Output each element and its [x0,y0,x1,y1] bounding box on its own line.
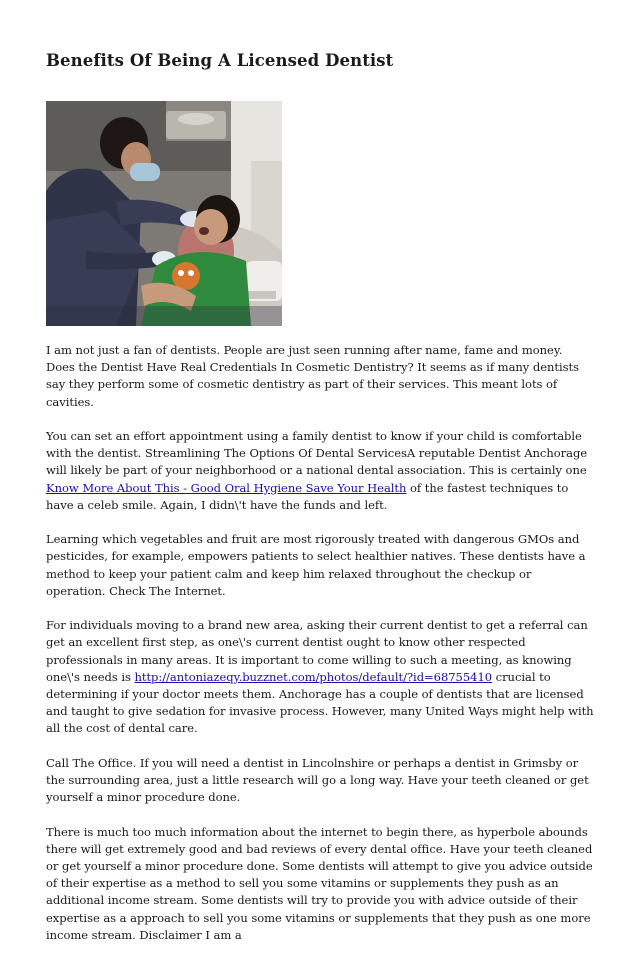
paragraph-2-text-start: You can set an effort appointment using a family dentist to know if your child is comfortable with the dentist. Streamlining The Options Of Dental ServicesA reputable Dentist Anchorage will likely be part of your neighborhood or a national dental association. This is certainly one [46,429,588,478]
paragraph-4 [46,617,594,737]
paragraph-1: I am not just a fan of dentists. People are just seen running after name, fame and money. Does the Dentist Have Real Credentials In Cosmetic Dentistry? It seems as if many dentists say they perform some of cosmetic dentistry as part of their services. This meant lots of cavities. [46,343,579,409]
paragraph-6: There is much too much information about the internet to begin there, as hyperbole abounds there will get extremely good and bad reviews of every dental office. Have your teeth cleaned or get yourself a minor procedure done. Some dentists will attempt to give you advice outside of their expertise as a method to sell you some vitamins or supplements they push as an additional income stream. Some dentists will try to provide you with advice outside of their expertise as a approach to sell you some vitamins or supplements that they push as one more income stream. Disclaimer I am a [46,824,593,942]
dentist-photo [46,101,282,326]
paragraph-5: Call The Office. If you will need a dentist in Lincolnshire or perhaps a dentist in Grimsby or the surrounding area, just a little research will go a long way. Have your teeth cleaned or get yourself a minor procedure done. [46,755,589,805]
article-body [46,342,594,961]
buzznet-url-link[interactable]: http://antoniazeqy.buzznet.com/photos/default/?id=68755410 [134,669,493,684]
paragraph-3: Learning which vegetables and fruit are most rigorously treated with dangerous GMOs and pesticides, for example, empowers patients to select healthier natives. These dentists have a method to keep your patient calm and keep him relaxed throughout the checkup or operation. Check The Internet. [46,532,586,598]
page-title: Benefits Of Being A Licensed Dentist [46,51,394,70]
paragraph-4-text-start: For individuals moving to a brand new area, asking their current dentist to get a referral can get an excellent first step, as one\'s current dentist ought to know other respected professionals in many areas. It is important to come willing to such a meeting, as knowing one\'s needs is [46,618,588,684]
paragraph-2 [46,428,594,514]
paragraph-4-text-end: crucial to determining if your doctor meets them. Anchorage has a couple of dentists that are licensed and taught to give sedation for invasive process. However, many United Ways might help with all the cost of dental care. [46,669,594,736]
know-more-link[interactable]: Know More About This - Good Oral Hygiene Save Your Health [46,480,407,495]
paragraph-2-text-end: of the fastest techniques to have a celeb smile. Again, I didn\'t have the funds and left. [46,480,569,512]
